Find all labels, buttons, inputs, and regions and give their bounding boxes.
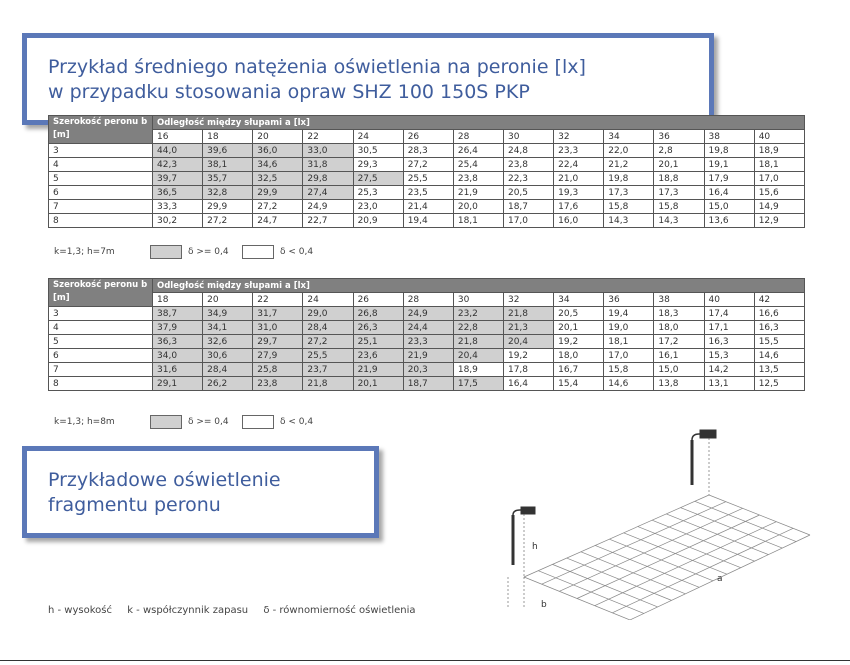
table-cell: 18,1 [754,158,804,172]
table-cell: 14,6 [604,377,654,391]
column-header: 18 [203,130,253,144]
table-cell: 20,9 [353,214,403,228]
table-cell: 17,9 [704,172,754,186]
table-group-header: Odległość między słupami a [lx] [153,279,805,293]
table-cell: 19,8 [704,144,754,158]
table-cell: 23,8 [253,377,303,391]
table-cell: 34,9 [203,307,253,321]
table-cell: 34,1 [203,321,253,335]
column-header: 18 [153,293,203,307]
table-cell: 16,3 [704,335,754,349]
table-cell: 36,5 [153,186,203,200]
table-cell: 32,6 [203,335,253,349]
table-cell: 20,5 [503,186,553,200]
table-cell: 20,5 [554,307,604,321]
row-label: 4 [49,158,153,172]
table-cell: 23,8 [453,172,503,186]
table-cell: 17,6 [554,200,604,214]
table-cell: 30,6 [203,349,253,363]
table-cell: 32,5 [253,172,303,186]
table-cell: 20,1 [654,158,704,172]
title2-line-1: Przykładowe oświetlenie [48,469,281,491]
table-cell: 24,8 [503,144,553,158]
column-header: 24 [353,130,403,144]
table-cell: 38,7 [153,307,203,321]
table-cell: 44,0 [153,144,203,158]
row-label: 7 [49,200,153,214]
row-label: 6 [49,349,153,363]
table-cell: 23,6 [353,349,403,363]
table-cell: 38,1 [203,158,253,172]
table-cell: 14,6 [754,349,804,363]
table-cell: 15,0 [654,363,704,377]
table-row [49,321,805,335]
table-cell: 27,2 [203,214,253,228]
table-cell: 15,5 [754,335,804,349]
table-cell: 20,4 [503,335,553,349]
table-cell: 27,4 [303,186,353,200]
table-cell: 24,4 [403,321,453,335]
table-cell: 22,0 [604,144,654,158]
table-cell: 36,0 [253,144,303,158]
legend-ge-label: δ >= 0,4 [188,247,229,257]
table-row [49,363,805,377]
row-label: 6 [49,186,153,200]
table-cell: 22,7 [303,214,353,228]
table-cell: 34,6 [253,158,303,172]
table-cell: 14,3 [654,214,704,228]
column-header: 30 [503,130,553,144]
table-cell: 18,9 [453,363,503,377]
table-row [49,186,805,200]
table-cell: 19,8 [604,172,654,186]
table-cell: 17,8 [503,363,553,377]
table-cell: 42,3 [153,158,203,172]
table-cell: 28,4 [303,321,353,335]
table-cell: 28,4 [203,363,253,377]
table-cell: 15,8 [604,200,654,214]
table-cell: 21,4 [403,200,453,214]
table-cell: 13,5 [754,363,804,377]
table-cell: 30,5 [353,144,403,158]
legend-k: k=1,3; h=8m [54,417,115,427]
row-label: 5 [49,335,153,349]
table-cell: 15,0 [704,200,754,214]
column-header: 28 [453,130,503,144]
column-header: 42 [754,293,804,307]
row-label: 3 [49,144,153,158]
table-cell: 22,8 [453,321,503,335]
table-cell: 18,1 [453,214,503,228]
table-cell: 15,8 [654,200,704,214]
table-cell: 17,0 [754,172,804,186]
table-group-header: Odległość między słupami a [lx] [153,116,805,130]
table-cell: 18,7 [503,200,553,214]
table-cell: 24,9 [403,307,453,321]
table-cell: 19,4 [403,214,453,228]
table-cell: 21,0 [554,172,604,186]
column-header: 24 [303,293,353,307]
table-cell: 26,4 [453,144,503,158]
table-cell: 29,3 [353,158,403,172]
illuminance-table-7m [48,115,805,228]
table-cell: 20,1 [353,377,403,391]
table-cell: 22,3 [503,172,553,186]
table-cell: 16,1 [654,349,704,363]
table-cell: 23,3 [554,144,604,158]
table-cell: 2,8 [654,144,704,158]
table-cell: 25,3 [353,186,403,200]
legend-8m [54,415,330,429]
table-cell: 13,6 [704,214,754,228]
table-cell: 14,9 [754,200,804,214]
table-cell: 27,5 [353,172,403,186]
footer-d: δ - równomierność oświetlenia [263,605,416,616]
legend-grey-swatch [150,245,182,259]
legend-white-swatch [242,415,274,429]
table-row [49,214,805,228]
table-cell: 25,8 [253,363,303,377]
table-cell: 17,0 [503,214,553,228]
column-header: 40 [754,130,804,144]
table-cell: 25,5 [403,172,453,186]
table-cell: 19,2 [554,335,604,349]
table-cell: 18,9 [754,144,804,158]
column-header: 40 [704,293,754,307]
table-cell: 24,9 [303,200,353,214]
table-cell: 16,7 [554,363,604,377]
table-cell: 20,0 [453,200,503,214]
table-cell: 18,8 [654,172,704,186]
table-cell: 20,4 [453,349,503,363]
row-label: 7 [49,363,153,377]
column-header: 22 [253,293,303,307]
table-cell: 29,9 [203,200,253,214]
table-cell: 18,7 [403,377,453,391]
table-cell: 23,5 [403,186,453,200]
table-row [49,349,805,363]
table-row [49,307,805,321]
row-label: 4 [49,321,153,335]
table-row [49,200,805,214]
table-cell: 19,0 [604,321,654,335]
diagram-b-label: b [541,600,547,610]
table-cell: 27,2 [303,335,353,349]
table-cell: 25,1 [353,335,403,349]
table-cell: 26,8 [353,307,403,321]
column-header: 28 [403,293,453,307]
table-cell: 19,2 [503,349,553,363]
table-cell: 19,3 [554,186,604,200]
table-cell: 16,4 [704,186,754,200]
table-row [49,144,805,158]
table-cell: 33,0 [303,144,353,158]
table-cell: 21,9 [403,349,453,363]
table-cell: 18,0 [654,321,704,335]
table-cell: 27,9 [253,349,303,363]
legend-grey-swatch [150,415,182,429]
table-cell: 31,6 [153,363,203,377]
table-cell: 16,4 [503,377,553,391]
title2-line-2: fragmentu peronu [48,494,221,516]
table-cell: 26,2 [203,377,253,391]
table-cell: 15,8 [604,363,654,377]
table-cell: 29,9 [253,186,303,200]
table-cell: 23,0 [353,200,403,214]
table-corner-header: Szerokość peronu b [m] [49,116,153,144]
illuminance-table-8m [48,278,805,391]
table-cell: 21,9 [353,363,403,377]
table-cell: 32,8 [203,186,253,200]
table-cell: 18,3 [654,307,704,321]
column-header: 34 [604,130,654,144]
table-cell: 15,6 [754,186,804,200]
diagram-h-label: h [532,542,538,552]
column-header: 22 [303,130,353,144]
column-header: 32 [503,293,553,307]
table-cell: 17,1 [704,321,754,335]
table-cell: 18,1 [604,335,654,349]
table-cell: 27,2 [403,158,453,172]
table-cell: 17,5 [453,377,503,391]
table-cell: 17,3 [654,186,704,200]
table-cell: 17,2 [654,335,704,349]
lamp-pole-right [692,430,716,485]
table-cell: 12,5 [754,377,804,391]
legend-white-swatch [242,245,274,259]
platform-grid [524,495,810,620]
table-cell: 39,6 [203,144,253,158]
table-cell: 21,8 [303,377,353,391]
title-line-1: Przykład średniego natężenia oświetlenia na peronie [lx] [48,56,586,78]
column-header: 38 [654,293,704,307]
row-label: 8 [49,377,153,391]
platform-diagram [480,425,820,620]
table-cell: 21,8 [453,335,503,349]
column-header: 26 [403,130,453,144]
table-cell: 31,7 [253,307,303,321]
table-cell: 23,2 [453,307,503,321]
column-header: 20 [253,130,303,144]
table-cell: 33,3 [153,200,203,214]
table-cell: 16,6 [754,307,804,321]
table-cell: 29,0 [303,307,353,321]
table-cell: 18,0 [554,349,604,363]
table-cell: 31,8 [303,158,353,172]
table-cell: 34,0 [153,349,203,363]
table-cell: 16,0 [554,214,604,228]
table-cell: 21,3 [503,321,553,335]
bottom-rule [0,660,850,661]
footer-h: h - wysokość [48,605,112,616]
table-cell: 28,3 [403,144,453,158]
table-cell: 21,2 [604,158,654,172]
table-cell: 15,3 [704,349,754,363]
table-cell: 24,7 [253,214,303,228]
table-cell: 25,4 [453,158,503,172]
table-cell: 23,3 [403,335,453,349]
table-cell: 37,9 [153,321,203,335]
table-cell: 21,9 [453,186,503,200]
column-header: 34 [554,293,604,307]
table-cell: 23,8 [503,158,553,172]
title-box-bottom [22,446,379,538]
table-row [49,172,805,186]
table-row [49,377,805,391]
table-cell: 26,3 [353,321,403,335]
legend-lt-label: δ < 0,4 [280,417,314,427]
title-line-2: w przypadku stosowania opraw SHZ 100 150S PKP [48,81,530,103]
title-box-top [22,33,714,125]
table-cell: 30,2 [153,214,203,228]
table-cell: 27,2 [253,200,303,214]
table-cell: 13,8 [654,377,704,391]
column-header: 32 [554,130,604,144]
table-cell: 17,4 [704,307,754,321]
row-label: 5 [49,172,153,186]
table-corner-header: Szerokość peronu b [m] [49,279,153,307]
row-label: 8 [49,214,153,228]
column-header: 20 [203,293,253,307]
column-header: 30 [453,293,503,307]
table-cell: 31,0 [253,321,303,335]
table-cell: 16,3 [754,321,804,335]
table-cell: 29,1 [153,377,203,391]
table-cell: 23,7 [303,363,353,377]
column-header: 36 [654,130,704,144]
table-cell: 19,4 [604,307,654,321]
diagram-a-label: a [717,574,723,584]
table-cell: 35,7 [203,172,253,186]
column-header: 36 [604,293,654,307]
table-cell: 15,4 [554,377,604,391]
table-cell: 12,9 [754,214,804,228]
table-row [49,335,805,349]
table-cell: 14,3 [604,214,654,228]
footer-k: k - współczynnik zapasu [127,605,249,616]
table-cell: 17,3 [604,186,654,200]
table-cell: 39,7 [153,172,203,186]
column-header: 38 [704,130,754,144]
table-cell: 29,7 [253,335,303,349]
table-cell: 21,8 [503,307,553,321]
table-cell: 20,1 [554,321,604,335]
table-cell: 19,1 [704,158,754,172]
legend-lt-label: δ < 0,4 [280,247,314,257]
legend-ge-label: δ >= 0,4 [188,417,229,427]
legend-7m [54,245,330,259]
column-header: 16 [153,130,203,144]
table-cell: 22,4 [554,158,604,172]
table-cell: 25,5 [303,349,353,363]
table-cell: 13,1 [704,377,754,391]
row-label: 3 [49,307,153,321]
table-cell: 20,3 [403,363,453,377]
column-header: 26 [353,293,403,307]
table-cell: 29,8 [303,172,353,186]
table-cell: 36,3 [153,335,203,349]
legend-k: k=1,3; h=7m [54,247,115,257]
table-cell: 14,2 [704,363,754,377]
footer-legend [48,605,428,616]
table-row [49,158,805,172]
table-cell: 17,0 [604,349,654,363]
